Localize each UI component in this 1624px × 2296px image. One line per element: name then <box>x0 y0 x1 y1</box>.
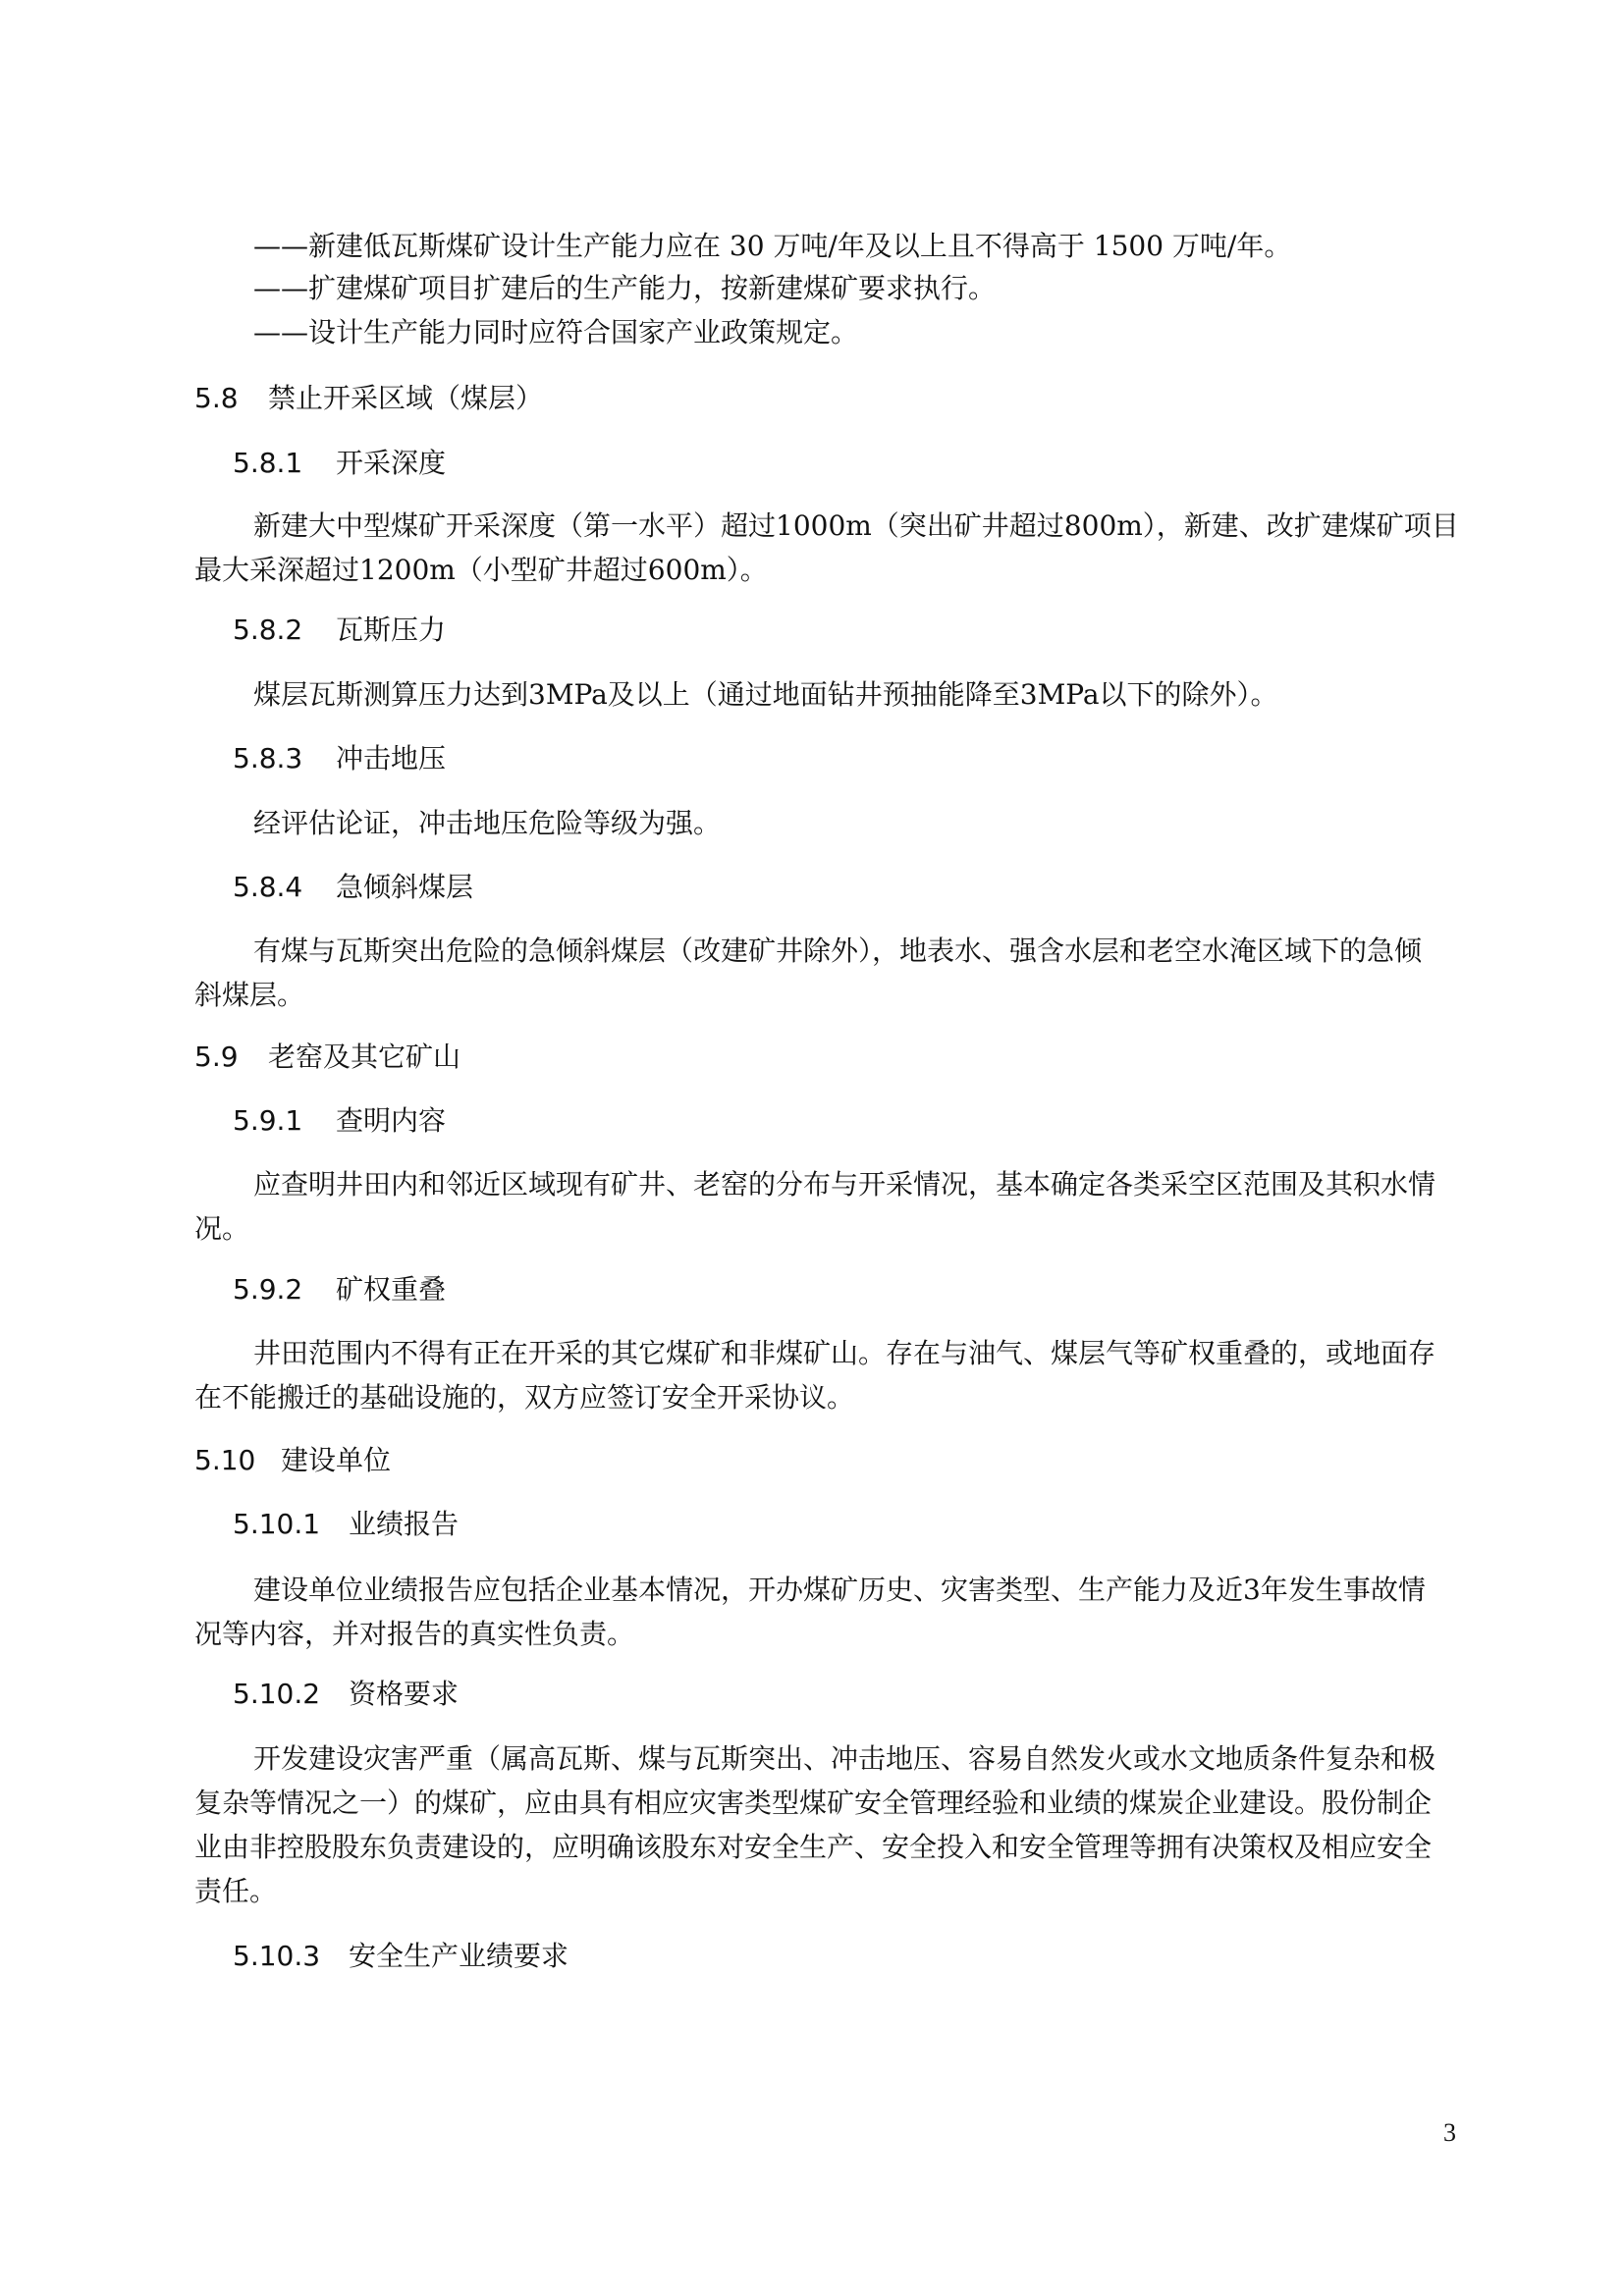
paragraph-line: 有煤与瓦斯突出危险的急倾斜煤层（改建矿井除外），地表水、强含水层和老空水淹区域下的急倾 <box>253 934 1423 967</box>
paragraph-line: 在不能搬迁的基础设施的，双方应签订安全开采协议。 <box>194 1381 855 1414</box>
section-number: 5.9.1 <box>233 1104 303 1137</box>
section-heading-5-10-3 <box>233 1937 568 1976</box>
section-title: 查明内容 <box>336 1104 447 1137</box>
section-number: 5.9 <box>194 1041 239 1073</box>
section-number: 5.8.3 <box>233 742 303 774</box>
section-number: 5.10.1 <box>233 1508 321 1540</box>
section-title: 冲击地压 <box>336 742 447 774</box>
section-heading-5-9 <box>194 1038 460 1077</box>
section-heading-5-9-1 <box>233 1101 446 1141</box>
section-number: 5.10.2 <box>233 1678 321 1710</box>
section-number: 5.10 <box>194 1444 256 1476</box>
page-number: 3 <box>1443 2118 1456 2147</box>
paragraph-line: 开发建设灾害严重（属高瓦斯、煤与瓦斯突出、冲击地压、容易自然发火或水文地质条件复杂和极 <box>253 1742 1436 1775</box>
paragraph-line: 况等内容，并对报告的真实性负责。 <box>194 1618 635 1650</box>
section-title: 资格要求 <box>349 1678 460 1710</box>
section-title: 建设单位 <box>281 1444 392 1476</box>
paragraph-line: 建设单位业绩报告应包括企业基本情况，开办煤矿历史、灾害类型、生产能力及近3年发生事故情 <box>253 1574 1426 1606</box>
paragraph-line: 责任。 <box>194 1875 278 1907</box>
section-title: 业绩报告 <box>349 1508 460 1540</box>
section-heading-5-10-1 <box>233 1505 459 1544</box>
paragraph-line: 煤层瓦斯测算压力达到3MPa及以上（通过地面钻井预抽能降至3MPa以下的除外）。 <box>253 678 1278 711</box>
bullet-item: ——新建低瓦斯煤矿设计生产能力应在 30 万吨/年及以上且不得高于 1500 万吨/年。 <box>253 230 1292 262</box>
section-number: 5.8.2 <box>233 614 303 646</box>
paragraph-line: 井田范围内不得有正在开采的其它煤矿和非煤矿山。存在与油气、煤层气等矿权重叠的，或地面存 <box>253 1337 1436 1369</box>
section-number: 5.9.2 <box>233 1273 303 1306</box>
section-heading-5-8-2 <box>233 611 446 650</box>
section-heading-5-9-2 <box>233 1270 446 1309</box>
section-number: 5.8.4 <box>233 871 303 903</box>
section-title: 瓦斯压力 <box>336 614 447 646</box>
paragraph-line: 应查明井田内和邻近区域现有矿井、老窑的分布与开采情况，基本确定各类采空区范围及其积水情 <box>253 1168 1436 1201</box>
section-heading-5-8-1 <box>233 444 446 483</box>
section-number: 5.8 <box>194 382 239 414</box>
section-title: 安全生产业绩要求 <box>349 1940 569 1972</box>
paragraph-line: 业由非控股股东负责建设的，应明确该股东对安全生产、安全投入和安全管理等拥有决策权及相应安全 <box>194 1831 1433 1863</box>
section-heading-5-10 <box>194 1441 391 1480</box>
section-heading-5-8-4 <box>233 868 473 907</box>
section-title: 开采深度 <box>336 447 447 479</box>
bullet-item: ——扩建煤矿项目扩建后的生产能力，按新建煤矿要求执行。 <box>253 272 997 304</box>
paragraph-line: 斜煤层。 <box>194 979 305 1011</box>
section-heading-5-8 <box>194 379 543 418</box>
paragraph-line: 况。 <box>194 1212 250 1245</box>
section-title: 矿权重叠 <box>336 1273 447 1306</box>
section-number: 5.10.3 <box>233 1940 321 1972</box>
paragraph-line: 经评估论证，冲击地压危险等级为强。 <box>253 807 722 839</box>
paragraph-line: 复杂等情况之一）的煤矿，应由具有相应灾害类型煤矿安全管理经验和业绩的煤炭企业建设。股份制企 <box>194 1787 1433 1819</box>
section-title: 急倾斜煤层 <box>336 871 474 903</box>
section-heading-5-8-3 <box>233 739 446 778</box>
paragraph-line: 最大采深超过1200m（小型矿井超过600m）。 <box>194 554 768 586</box>
section-title: 老窑及其它矿山 <box>268 1041 461 1073</box>
section-heading-5-10-2 <box>233 1675 459 1714</box>
section-title: 禁止开采区域（煤层） <box>268 382 544 414</box>
paragraph-line: 新建大中型煤矿开采深度（第一水平）超过1000m（突出矿井超过800m），新建、改扩建煤矿项目 <box>253 509 1459 542</box>
section-number: 5.8.1 <box>233 447 303 479</box>
bullet-item: ——设计生产能力同时应符合国家产业政策规定。 <box>253 316 859 348</box>
